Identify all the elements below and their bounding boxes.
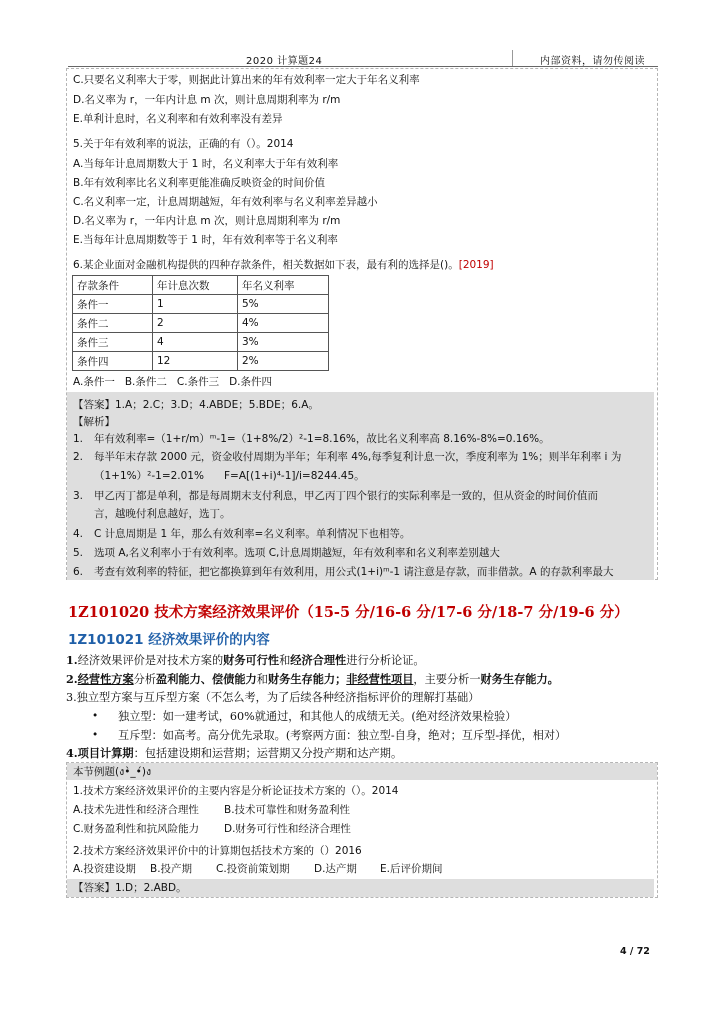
header-title: 2020 计算题24: [246, 56, 323, 67]
table-header-cell: 年计息次数: [153, 276, 238, 295]
point-2: [66, 671, 559, 687]
analysis-line: C 计息周期是 1 年，那么有效利率=名义利率。单利情况下也相等。: [94, 528, 411, 540]
answer-line: 【答案】1.A；2.C；3.D；4.ABDE；5.BDE；6.A。: [73, 399, 319, 411]
analysis-number: 3.: [73, 490, 84, 502]
examples-header-bg: [67, 763, 657, 780]
point-number: 2.: [66, 672, 78, 686]
example-q2-option: D.达产期: [314, 863, 357, 875]
text: 和: [256, 673, 268, 686]
header-confidential: 内部资料，请勿传阅读: [540, 56, 645, 67]
table-header-cell: 年名义利率: [238, 276, 329, 295]
q5-option-b: B.年有效利率比名义利率更能准确反映资金的时间价值: [73, 177, 326, 189]
table-row: [73, 352, 329, 371]
table-cell: 2%: [238, 352, 329, 371]
table-row: [73, 314, 329, 333]
table-cell: 条件四: [73, 352, 153, 371]
keyword: 盈利能力、偿债能力: [156, 672, 257, 686]
table-cell: 条件三: [73, 333, 153, 352]
page-number: 4 / 72: [620, 946, 650, 957]
q4-option-c: C.只要名义利率大于零，则据此计算出来的年有效利率一定大于年名义利率: [73, 74, 420, 86]
table-row: [73, 333, 329, 352]
example-q1-option: B.技术可靠性和财务盈利性: [224, 804, 351, 816]
bullet-item: 互斥型：如高考。高分优先录取。(考察两方面：独立型-自身，绝对；互斥型-择优，相对）: [118, 729, 567, 742]
q6-options: A.条件一 B.条件二 C.条件三 D.条件四: [73, 376, 273, 388]
examples-title: 本节例题(ง•̀_•́)ง: [73, 766, 152, 778]
keyword: 财务可行性: [223, 653, 280, 667]
keyword: 财务生存能力。: [480, 672, 559, 686]
keyword: 经营性方案: [77, 672, 134, 686]
q6-stem-text: 6.某企业面对金融机构提供的四种存款条件，相关数据如下表，最有利的选择是()。: [73, 259, 459, 271]
analysis-number: 4.: [73, 528, 84, 540]
analysis-number: 1.: [73, 433, 84, 445]
q5-option-c: C.名义利率一定，计息周期越短，年有效利率与名义利率差异越小: [73, 196, 378, 208]
text: ，主要分析一: [413, 673, 481, 686]
example-q1: 1.技术方案经济效果评价的主要内容是分析论证技术方案的（）。2014: [73, 785, 399, 797]
analysis-number: 6.: [73, 566, 84, 578]
q6-year: [2019]: [458, 259, 494, 271]
q5-option-a: A.当每年计息周期数大于 1 时，名义利率大于年有效利率: [73, 158, 339, 170]
table-cell: 5%: [238, 295, 329, 314]
text: 分析: [133, 673, 157, 686]
point-number: 1.: [66, 653, 78, 667]
text: ：包括建设期和运营期；运营期又分投产期和达产期。: [133, 747, 403, 760]
example-q2-option: E.后评价期间: [380, 863, 443, 875]
point-3: 3.独立型方案与互斥型方案（不怎么考，为了后续各种经济指标评价的理解打基础）: [66, 691, 480, 704]
example-q2-option: C.投资前策划期: [216, 863, 290, 875]
q6-stem: [73, 257, 494, 273]
table-cell: 条件一: [73, 295, 153, 314]
header-rule: [68, 66, 658, 67]
point-4: [66, 745, 402, 761]
example-q2-option: B.投产期: [150, 863, 193, 875]
table-cell: 2: [153, 314, 238, 333]
section-title: 1Z101020 技术方案经济效果评价（15-5 分/16-6 分/17-6 分/18-7 分/19-6 分）: [68, 604, 629, 621]
table-cell: 12: [153, 352, 238, 371]
keyword: 财务生存能力；: [267, 672, 347, 686]
example-q2: 2.技术方案经济效果评价中的计算期包括技术方案的（）2016: [73, 845, 362, 857]
analysis-number: 5.: [73, 547, 84, 559]
table-cell: 条件二: [73, 314, 153, 333]
q5-stem: 5.关于年有效利率的说法，正确的有（）。2014: [73, 138, 294, 150]
keyword: 非经营性项目: [346, 672, 414, 686]
examples-answer: 【答案】1.D；2.ABD。: [73, 882, 187, 894]
table-cell: 1: [153, 295, 238, 314]
q5-option-e: E.当每年计息周期数等于 1 时，年有效利率等于名义利率: [73, 234, 338, 246]
text: 进行分析论证。: [346, 654, 425, 667]
text: 和: [279, 654, 291, 667]
analysis-line: 言，越晚付利息越好，选丁。: [94, 508, 231, 520]
table-cell: 4: [153, 333, 238, 352]
table-row: [73, 295, 329, 314]
analysis-line: 每半年末存款 2000 元，资金收付周期为半年；年利率 4%,每季复利计息一次，季度利率为 1%；则半年利率 i 为: [94, 451, 622, 463]
deposit-table: [72, 275, 329, 371]
example-q1-option: D.财务可行性和经济合理性: [224, 823, 351, 835]
q4-option-d: D.名义率为 r，一年内计息 m 次，则计息周期利率为 r/m: [73, 94, 341, 106]
q4-option-e: E.单利计息时，名义利率和有效利率没有差异: [73, 113, 283, 125]
subsection-title: 1Z101021 经济效果评价的内容: [68, 632, 270, 648]
point-1: [66, 652, 425, 668]
keyword: 经济合理性: [290, 653, 347, 667]
bullet-dot: •: [92, 729, 99, 741]
text: 经济效果评价是对技术方案的: [77, 654, 224, 667]
analysis-line: 考查有效利率的特征，把它都换算到年有效利用，用公式(1+i)ᵐ-1 请注意是存款，而非借款。A 的存款利率最大: [94, 566, 614, 578]
q5-option-d: D.名义率为 r，一年内计息 m 次，则计息周期利率为 r/m: [73, 215, 341, 227]
table-cell: 4%: [238, 314, 329, 333]
example-q1-option: C.财务盈利性和抗风险能力: [73, 823, 200, 835]
header-divider-tick: [512, 50, 513, 66]
analysis-line: 年有效利率=（1+r/m）ᵐ-1=（1+8%/2）²-1=8.16%，故比名义利率高 8.16%-8%=0.16%。: [94, 433, 550, 445]
bullet-item: 独立型：如一建考试，60%就通过，和其他人的成绩无关。(绝对经济效果检验）: [118, 710, 517, 723]
analysis-label: 【解析】: [73, 416, 115, 428]
analysis-line: 选项 A,名义利率小于有效利率。选项 C,计息周期越短，年有效利率和名义利率差别越大: [94, 547, 500, 559]
table-header-row: [73, 276, 329, 295]
example-q1-option: A.技术先进性和经济合理性: [73, 804, 199, 816]
table-header-cell: 存款条件: [73, 276, 153, 295]
analysis-line: 甲乙丙丁都是单利，都是每周期末支付利息，甲乙丙丁四个银行的实际利率是一致的，但从资金的时间价值而: [94, 490, 598, 502]
example-q2-option: A.投资建设期: [73, 863, 136, 875]
analysis-number: 2.: [73, 451, 84, 463]
bullet-dot: •: [92, 710, 99, 722]
table-cell: 3%: [238, 333, 329, 352]
keyword: 4.项目计算期: [66, 746, 134, 760]
analysis-line: （1+1%）²-1=2.01% F=A[(1+i)⁴-1]/i=8244.45。: [94, 470, 365, 482]
